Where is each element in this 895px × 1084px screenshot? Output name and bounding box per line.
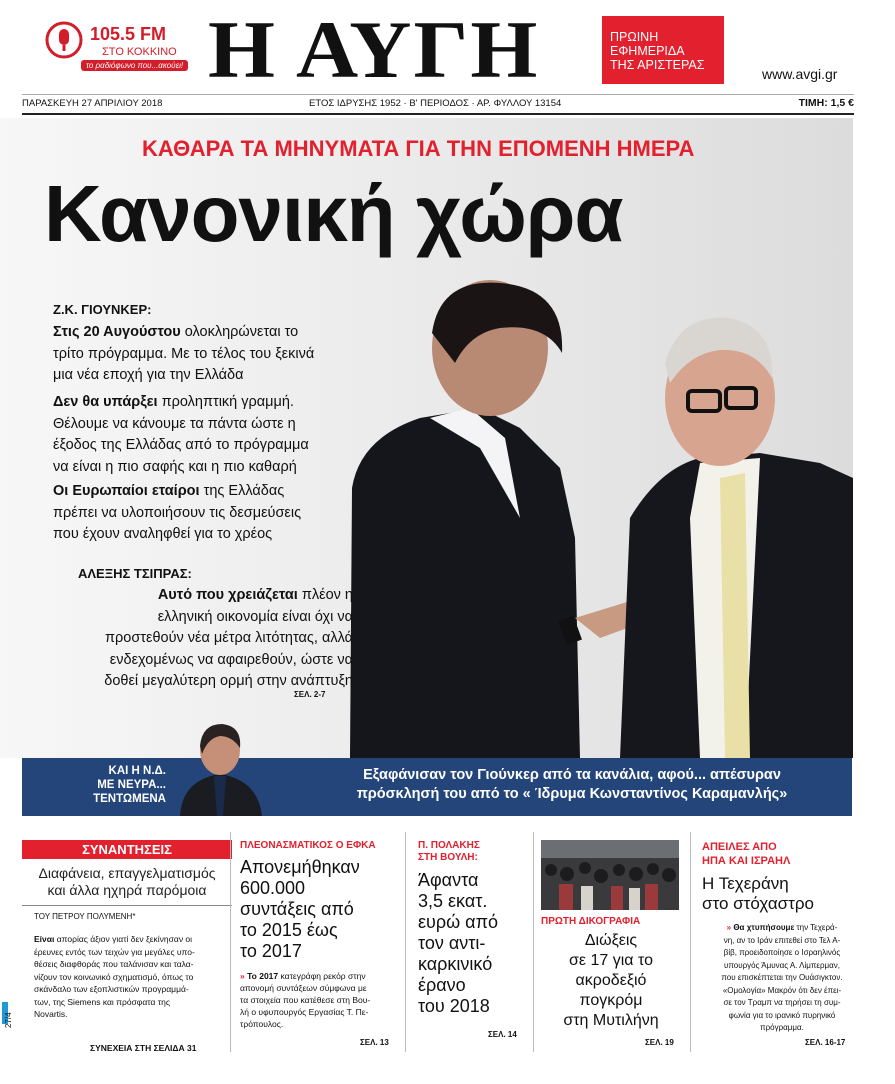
body-text: τρόπουλος. [240, 1019, 284, 1029]
body-text: έρευνες εντός των τειχών για μεγάλες υπο- [34, 946, 195, 957]
body-bold: Θα χτυπήσουμε [733, 923, 795, 932]
quote-text: προληπτική γραμμή. [157, 394, 294, 410]
banner-kicker-line: ΤΕΝΤΩΜΕΝΑ [93, 793, 166, 805]
body-text: «Ομολογία» Μακρόν ότι δεν έπει- [722, 985, 842, 995]
website-link[interactable]: www.avgi.gr [762, 66, 838, 82]
column-tehran [702, 840, 862, 1035]
edge-date: 27/4 [4, 1012, 13, 1028]
column-efka [240, 840, 400, 1030]
headline-line: 3,5 εκατ. [418, 891, 488, 911]
juncker-quote-1 [53, 322, 353, 387]
quote-text: έξοδος της Ελλάδας από το πρόγραμμα [53, 437, 309, 453]
column-title-line: Διαφάνεια, επαγγελματισμός [38, 865, 216, 881]
quote-bold: Οι Ευρωπαίοι εταίροι [53, 483, 200, 499]
body-text: Novartis. [34, 1009, 68, 1019]
column-headline [702, 874, 862, 914]
headline-line: Η Τεχεράνη [702, 874, 789, 893]
quote-text: να είναι η πιο σαφής και η πιο καθαρή [53, 458, 297, 475]
body-text: που επισκέπτεται την Ουάσιγκτον. [721, 973, 843, 982]
quote-text: ενδεχομένως να αφαιρεθούν, ώστε να [109, 651, 353, 668]
kicker-line: ΑΠΕΙΛΕΣ ΑΠΟ [702, 841, 777, 853]
column-title [22, 865, 232, 899]
newspaper-title: Η ΑΥΓΗ [208, 4, 540, 95]
microphone-icon [44, 20, 84, 60]
headline-line: πογκρόμ [579, 992, 643, 1009]
quote-bold: Δεν θα υπάρξει [53, 394, 158, 410]
body-text: φωνία για το ιρανικό πυρηνικό [728, 1010, 836, 1020]
banner-headline [302, 766, 842, 804]
headline-line: το 2017 [240, 941, 302, 961]
quote-text: πρέπει να υλοποιήσουν τις δεσμεύσεις [53, 504, 302, 521]
column-synantiseis [22, 840, 232, 1021]
newspaper-subtitle [602, 16, 724, 84]
quote-text: τρίτο πρόγραμμα. Με το τέλος του ξεκινά [53, 345, 315, 362]
banner-kicker-line: ΚΑΙ Η Ν.Δ. [108, 765, 166, 777]
kicker-line: Π. ΠΟΛΑΚΗΣ [418, 840, 480, 851]
headline-line: έρανο [418, 975, 466, 995]
headline-line: ευρώ από [418, 912, 498, 932]
column-kicker: ΠΛΕΟΝΑΣΜΑΤΙΚΟΣ Ο ΕΦΚΑ [240, 840, 376, 851]
price: ΤΙΜΗ: 1,5 € [798, 97, 854, 109]
body-bold: Το 2017 [247, 971, 279, 981]
banner-headline-line: πρόσκλησή του από το « Ίδρυμα Κωνσταντίνος Καραμανλής» [356, 786, 788, 802]
juncker-quote-3 [53, 481, 353, 546]
subtitle-line: ΕΦΗΜΕΡΙΔΑ [610, 44, 685, 58]
banner-headline-line: Εξαφάνισαν τον Γιούνκερ από τα κανάλια, αφού... απέσυραν [363, 767, 781, 783]
column-body: » Θα χτυπήσουμε την Τεχερά- νη, αν το Ιράν επιτεθεί στο Τελ Α- βίβ, προειδοποίησε ο Ισραηλινός υπουργός Άμυνας Α. Λίμπερμαν, που επισκέπτεται την Ουάσιγκτον. «Ομολογία» Μακρόν ότι δεν έπει- σε τον Τραμπ να τηρήσει τη συμ- φωνία για το ιρανικό πυρηνικό πρόγραμμα. [702, 922, 862, 1035]
headline-line: στη Μυτιλήνη [563, 1012, 659, 1029]
section-label: ΣΥΝΑΝΤΗΣΕΙΣ [22, 840, 232, 859]
body-text: νη, αν το Ιράν επιτεθεί στο Τελ Α- [723, 935, 841, 945]
column-page-ref: ΣΕΛ. 16-17 [805, 1038, 846, 1047]
column-headline [240, 857, 400, 962]
column-page-ref: ΣΕΛ. 14 [488, 1030, 517, 1039]
quote-bold: Αυτό που χρειάζεται [157, 587, 298, 603]
tsipras-label: ΑΛΕΞΗΣ ΤΣΙΠΡΑΣ: [78, 566, 192, 581]
quote-text: ελληνική οικονομία είναι όχι να [157, 608, 353, 625]
body-text: πρόγραμμα. [760, 1023, 804, 1032]
headline-line: Άφαντα [418, 870, 479, 890]
body-text: νίζουν τον κοινωνικό σχηματισμό, όπως το [34, 971, 194, 982]
headline-line: σε 17 για το [569, 952, 653, 969]
radio-tagline: το ραδιόφωνο που...ακούει! [81, 60, 188, 71]
body-text: απορίας άξιον γιατί δεν ξεκίνησαν οι [54, 934, 193, 944]
headline-line: Απονεμήθηκαν [240, 857, 360, 877]
column-page-ref: ΣΕΛ. 19 [645, 1038, 674, 1047]
column-polakis [418, 840, 533, 1017]
juncker-label: Ζ.Κ. ΓΙΟΥΝΚΕΡ: [53, 302, 152, 317]
body-text: κατεγράφη ρεκόρ στην [278, 971, 366, 981]
column-continued: ΣΥΝΕΧΕΙΑ ΣΤΗ ΣΕΛΙΔΑ 31 [90, 1043, 197, 1053]
column-headline [418, 870, 533, 1017]
body-text: βίβ, προειδοποίησε ο Ισραηλινός [723, 948, 841, 957]
issue-date: ΠΑΡΑΣΚΕΥΗ 27 ΑΠΡΙΛΙΟΥ 2018 [22, 98, 163, 109]
headline-line: το 2015 έως [240, 920, 338, 940]
main-headline: Κανονική χώρα [44, 169, 623, 258]
body-text: υπουργός Άμυνας Α. Λίμπερμαν, [724, 960, 840, 970]
quote-text: Θέλουμε να κάνουμε τα πάντα ώστε η [53, 415, 296, 432]
crowd-photo [541, 840, 679, 910]
body-bold: Είναι [34, 934, 55, 944]
nd-banner [22, 758, 852, 816]
dateline-bar [22, 94, 854, 115]
column-title-line: και άλλα ηχηρά παρόμοια [47, 882, 207, 898]
quote-bold: Στις 20 Αυγούστου [53, 324, 181, 340]
body-text: λή ο υφυπουργός Εργασίας Τ. Πε- [240, 1007, 369, 1017]
headline-line: τον αντι- [418, 933, 486, 953]
issue-info: ΕΤΟΣ ΙΔΡΥΣΗΣ 1952 · Β' ΠΕΡΙΟΔΟΣ · ΑΡ. ΦΥΛΛΟΥ 13154 [309, 98, 562, 109]
body-text: θέσεις διαφθοράς που ταλάνισαν και ταλα- [34, 959, 194, 969]
column-headline [541, 931, 681, 1031]
column-kicker: ΠΡΩΤΗ ΔΙΚΟΓΡΑΦΙΑ [541, 916, 641, 927]
quote-text: πλέον η [297, 587, 353, 603]
headline-line: του 2018 [418, 996, 490, 1016]
column-author: ΤΟΥ ΠΕΤΡΟΥ ΠΟΛΥΜΕΝΗ* [34, 912, 136, 921]
headline-line: 600.000 [240, 878, 306, 898]
body-text: την Τεχερά- [794, 923, 838, 932]
column-body: » Το 2017 κατεγράφη ρεκόρ στην απονομή συντάξεων σύμφωνα με τα στοιχεία που κατέθεσε στη Βου- λή ο υφυπουργός Εργασίας Τ. Πε- τρόπουλος. [240, 970, 400, 1030]
body-text: των, της Siemens και πρόσφατα της [34, 996, 170, 1007]
main-page-ref: ΣΕΛ. 2-7 [294, 690, 326, 699]
column-page-ref: ΣΕΛ. 13 [360, 1038, 389, 1047]
body-text: σκάνδαλο των εξοπλιστικών προγραμμά- [34, 984, 189, 994]
banner-kicker-line: ΜΕ ΝΕΥΡΑ... [97, 779, 166, 791]
subtitle-line: ΤΗΣ ΑΡΙΣΤΕΡΑΣ [610, 58, 705, 72]
quote-text: που έχουν αναληφθεί για το χρέος [53, 526, 273, 542]
juncker-quote-2 [53, 392, 353, 478]
banner-kicker [70, 764, 166, 806]
quote-text: ολοκληρώνεται το [180, 324, 299, 340]
subtitle-line: ΠΡΩΙΝΗ [610, 30, 659, 44]
tsipras-quote [53, 585, 353, 693]
main-kicker: ΚΑΘΑΡΑ ΤΑ ΜΗΝΥΜΑΤΑ ΓΙΑ ΤΗΝ ΕΠΟΜΕΝΗ ΗΜΕΡΑ [142, 136, 695, 161]
column-body [34, 933, 239, 1021]
mitsotakis-portrait [172, 718, 268, 816]
quote-text: δοθεί μεγαλύτερη ορμή στην ανάπτυξη [104, 673, 353, 689]
headline-line: Διώξεις [584, 932, 638, 949]
body-text: απονομή συντάξεων σύμφωνα με [240, 983, 367, 993]
headline-line: συντάξεις από [240, 899, 354, 919]
quote-text: της Ελλάδας [199, 483, 285, 499]
radio-frequency: 105.5 FM [90, 24, 167, 44]
quote-text: μια νέα εποχή για την Ελλάδα [53, 367, 244, 383]
body-text: τα στοιχεία που κατέθεσε στη Βου- [240, 995, 371, 1005]
radio-name: ΣΤΟ ΚΟΚΚΙΝΟ [102, 46, 177, 58]
headline-line: στο στόχαστρο [702, 894, 814, 913]
kicker-line: ΣΤΗ ΒΟΥΛΗ: [418, 852, 478, 863]
column-kicker [418, 840, 533, 864]
headline-line: ακροδεξιό [575, 972, 647, 989]
quote-text: προστεθούν νέα μέτρα λιτότητας, αλλά [105, 630, 353, 646]
radio-logo [44, 18, 194, 74]
column-kicker [702, 840, 862, 868]
body-text: σε τον Τραμπ να τηρήσει τη συμ- [723, 998, 841, 1007]
kicker-line: ΗΠΑ ΚΑΙ ΙΣΡΑΗΛ [702, 855, 791, 867]
column-mytilene [541, 916, 681, 1031]
headline-line: καρκινικό [418, 954, 493, 974]
